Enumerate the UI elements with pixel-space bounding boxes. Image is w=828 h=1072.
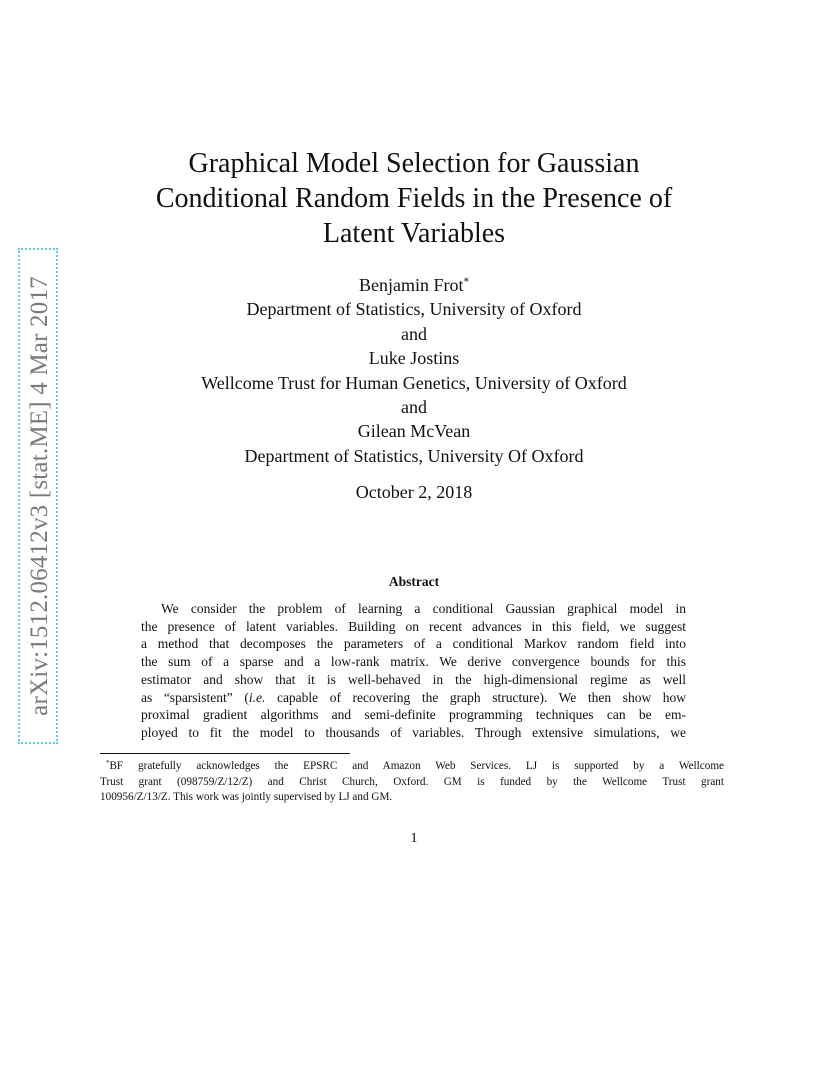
footnote xyxy=(100,759,724,806)
abstract-line: estimator and show that it is well-behaved in the high-dimensional regime as well xyxy=(141,671,686,687)
paper-title xyxy=(70,146,758,251)
abstract-heading: Abstract xyxy=(388,574,440,589)
abstract-text: as “sparsistent” ( xyxy=(141,689,249,705)
abstract-line xyxy=(141,689,686,707)
and-separator-2: and xyxy=(401,397,427,418)
author-3-affiliation: Department of Statistics, University Of Oxford xyxy=(244,445,584,466)
footnote-mark: * xyxy=(106,759,110,768)
author-1-name: Benjamin Frot xyxy=(358,275,464,295)
title-line-1: Graphical Model Selection for Gaussian xyxy=(188,148,640,179)
footnote-rule xyxy=(100,753,350,754)
footnote-line xyxy=(100,759,724,775)
author-3-name: Gilean McVean xyxy=(357,421,471,442)
arxiv-stamp[interactable]: arXiv:1512.06412v3 [stat.ME] 4 Mar 2017 xyxy=(26,276,53,716)
title-line-3: Latent Variables xyxy=(322,218,506,249)
page-number: 1 xyxy=(410,831,418,846)
footnote-line: Trust grant (098759/Z/12/Z) and Christ Church, Oxford. GM is funded by the Wellcome Trust grant xyxy=(100,775,724,788)
abstract-line: ployed to fit the model to thousands of variables. Through extensive simulations, we xyxy=(141,724,686,740)
abstract-line: a method that decomposes the parameters of a conditional Markov random field into xyxy=(141,636,686,652)
abstract-italic: i.e. xyxy=(248,689,266,705)
author-1-footnote-mark[interactable]: * xyxy=(463,275,470,288)
author-2-affiliation: Wellcome Trust for Human Genetics, University of Oxford xyxy=(201,372,627,393)
footnote-line: 100956/Z/13/Z. This work was jointly supervised by LJ and GM. xyxy=(100,791,393,803)
footnote-text: BF gratefully acknowledges the EPSRC and Amazon Web Services. LJ is supported by a Wellcome xyxy=(109,760,724,772)
author-1-affiliation: Department of Statistics, University of Oxford xyxy=(246,299,582,320)
abstract-line: proximal gradient algorithms and semi-definite programming techniques can be em- xyxy=(141,707,686,723)
paper-date: October 2, 2018 xyxy=(355,482,473,502)
author-2-name: Luke Jostins xyxy=(368,348,460,369)
abstract-text: capable of recovering the graph structure). We then show how xyxy=(265,689,687,705)
author-block xyxy=(100,273,728,468)
abstract-body xyxy=(141,600,686,742)
title-line-2: Conditional Random Fields in the Presence of xyxy=(155,183,673,214)
abstract-line: We consider the problem of learning a conditional Gaussian graphical model in xyxy=(161,601,686,616)
abstract-line: the sum of a sparse and a low-rank matrix. We derive convergence bounds for this xyxy=(141,654,686,670)
and-separator-1: and xyxy=(401,323,427,344)
abstract-line: the presence of latent variables. Building on recent advances in this field, we suggest xyxy=(141,618,686,634)
author-1 xyxy=(100,273,728,297)
